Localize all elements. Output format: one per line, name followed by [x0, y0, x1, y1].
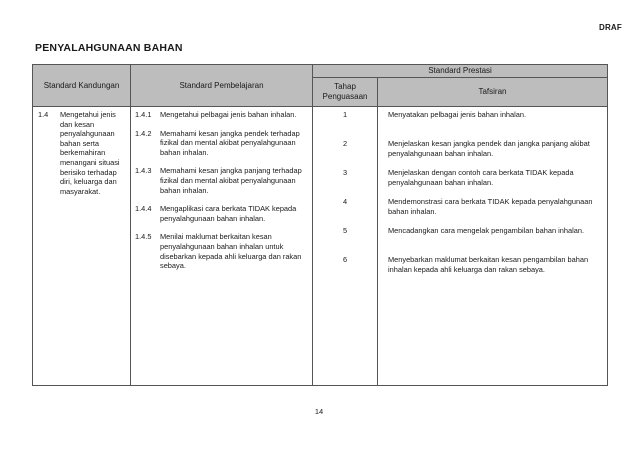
learning-standard-number: 1.4.1 — [135, 110, 152, 119]
learning-standard-item — [135, 232, 306, 270]
learning-standard-item — [135, 204, 306, 223]
learning-standard-number: 1.4.2 — [135, 128, 152, 138]
page-title: PENYALAHGUNAAN BAHAN — [35, 42, 183, 54]
draft-label: DRAF — [598, 23, 622, 32]
learning-standard-number: 1.4.3 — [135, 166, 152, 176]
header-tahap-penguasaan: Tahap Penguasaan — [313, 78, 378, 107]
learning-standard-number: 1.4.4 — [135, 204, 152, 214]
mastery-description: Menyebarkan maklumat berkaitan kesan pengambilan bahan inhalan kepada ahli keluarga dan rakan sebaya. — [388, 255, 589, 274]
mastery-level: 2 — [342, 139, 348, 148]
page-number: 14 — [314, 407, 324, 416]
learning-standard-text: Mengetahui pelbagai jenis bahan inhalan. — [160, 110, 297, 119]
mastery-level: 5 — [342, 226, 348, 235]
learning-standard-text: Menilai maklumat berkaitan kesan penyalahgunaan bahan inhalan untuk disebarkan kepada ahli keluarga dan rakan sebaya. — [160, 232, 302, 271]
tafsiran-cell — [378, 107, 608, 386]
learning-standard-item — [135, 129, 306, 158]
mastery-level: 4 — [342, 197, 348, 206]
header-standard-pembelajaran: Standard Pembelajaran — [131, 65, 313, 107]
standard-kandungan-cell — [33, 107, 131, 386]
learning-standard-text: Memahami kesan jangka panjang terhadap fizikal dan mental akibat penyalahgunaan bahan inhalan. — [160, 166, 302, 195]
mastery-description: Menjelaskan dengan contoh cara berkata TIDAK kepada penyalahgunaan bahan inhalan. — [388, 168, 574, 187]
curriculum-table — [32, 64, 608, 386]
mastery-level: 3 — [342, 168, 348, 177]
mastery-level: 1 — [342, 110, 348, 119]
mastery-description: Menyatakan pelbagai jenis bahan inhalan. — [388, 110, 527, 119]
learning-standard-item — [135, 110, 306, 120]
standard-kandungan-text: Mengetahui jenis dan kesan penyalahgunaan bahan serta berkemahiran menangani situasi berisiko terhadap diri, keluarga dan masyarakat. — [60, 110, 120, 196]
learning-standard-item — [135, 166, 306, 195]
tahap-penguasaan-cell — [313, 107, 378, 386]
standard-pembelajaran-cell — [131, 107, 313, 386]
header-standard-kandungan: Standard Kandungan — [33, 65, 131, 107]
mastery-description: Menjelaskan kesan jangka pendek dan jangka panjang akibat penyalahgunaan bahan inhalan. — [388, 139, 590, 158]
learning-standard-number: 1.4.5 — [135, 232, 152, 242]
learning-standard-text: Mengaplikasi cara berkata TIDAK kepada penyalahgunaan bahan inhalan. — [160, 204, 297, 223]
mastery-description: Mendemonstrasi cara berkata TIDAK kepada penyalahgunaan bahan inhalan. — [388, 197, 593, 216]
standard-kandungan-number: 1.4 — [38, 110, 49, 119]
header-standard-prestasi: Standard Prestasi — [313, 65, 608, 78]
mastery-description: Mencadangkan cara mengelak pengambilan bahan inhalan. — [388, 226, 584, 235]
mastery-level: 6 — [342, 255, 348, 264]
learning-standard-text: Memahami kesan jangka pendek terhadap fizikal dan mental akibat penyalahgunaan bahan inhalan. — [160, 128, 300, 157]
header-tafsiran: Tafsiran — [378, 78, 608, 107]
